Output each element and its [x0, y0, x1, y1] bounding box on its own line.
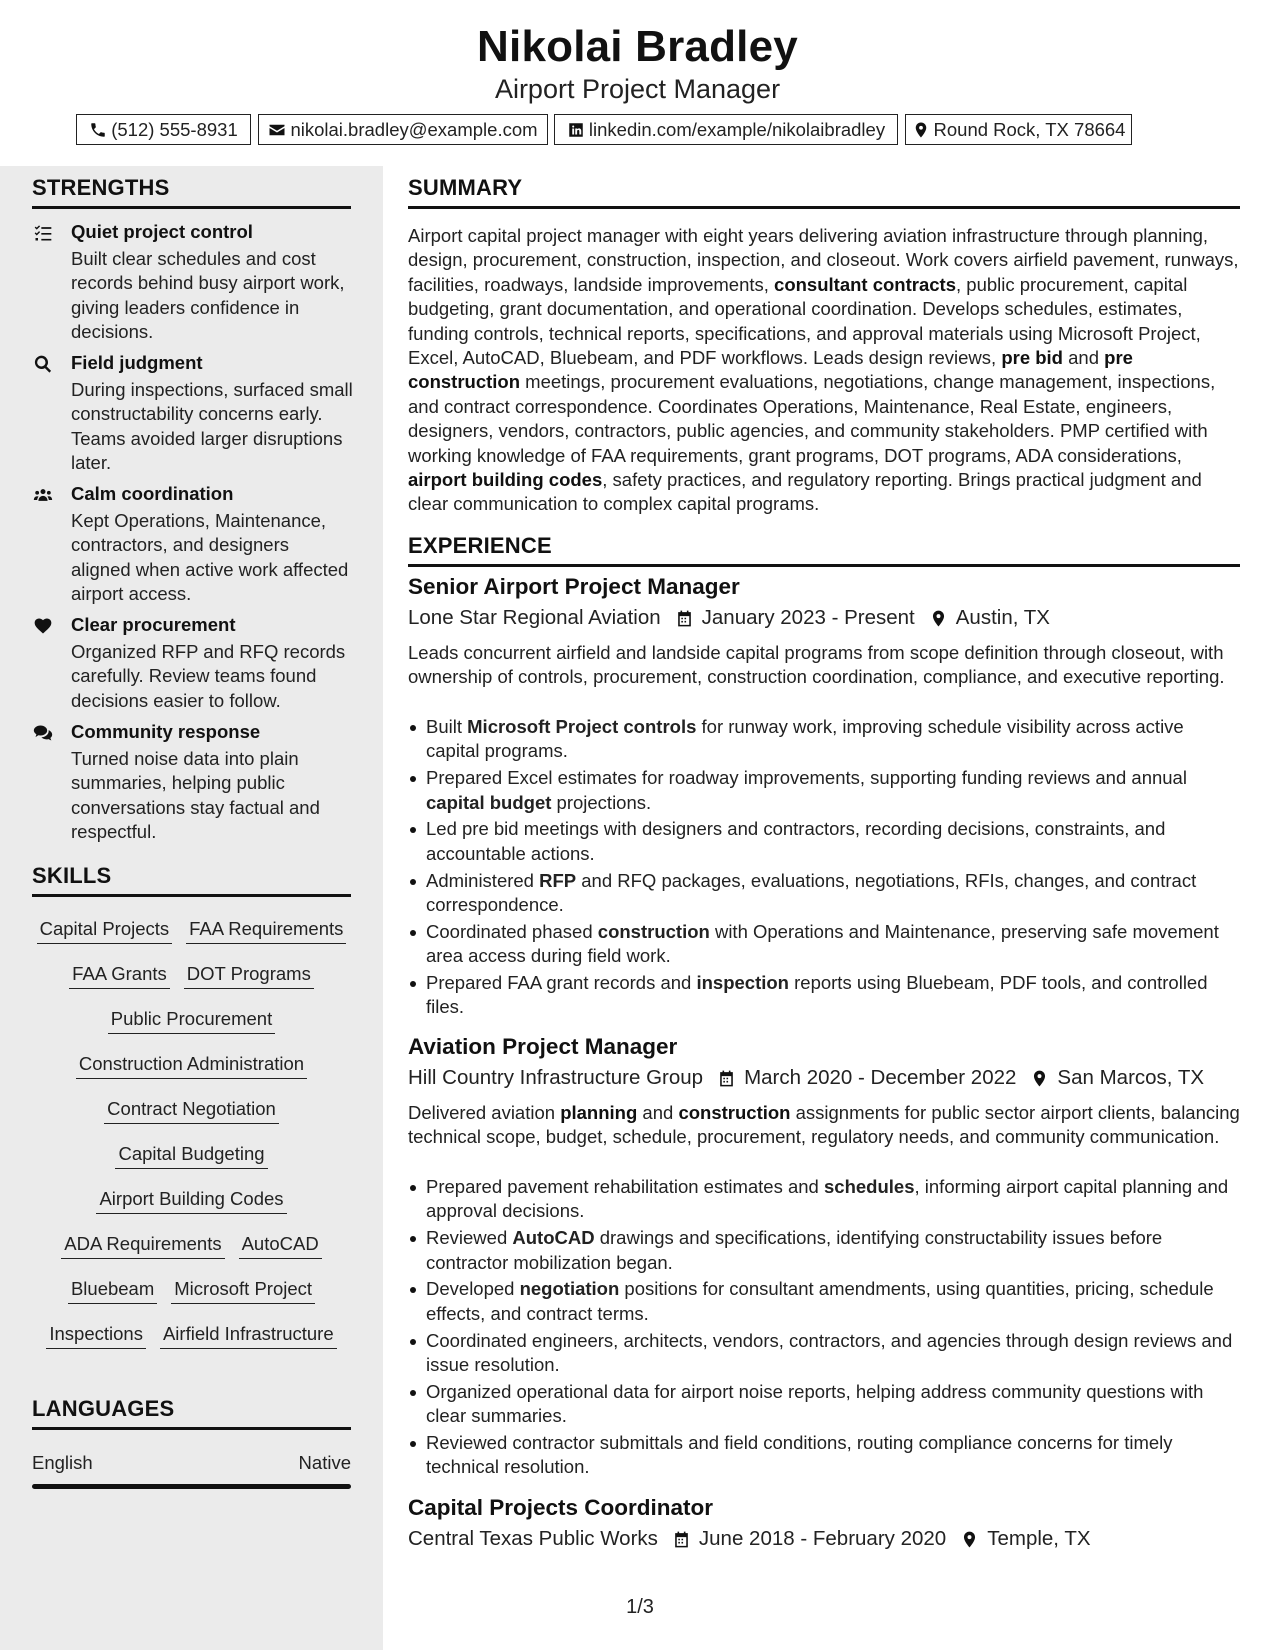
emphasis-text: planning: [560, 1102, 638, 1123]
text-run: , safety practices, and regulatory reporting. Brings practical judgment and clear communication to complex capital programs.: [408, 469, 1202, 515]
calendar-icon: [717, 1069, 736, 1088]
job-bullet: [408, 1329, 1240, 1378]
emphasis-text: inspection: [696, 972, 789, 994]
job-bullet: [408, 766, 1240, 815]
text-run: and: [1062, 347, 1105, 369]
skill-tag: FAA Requirements: [186, 918, 346, 944]
strength-desc: Organized RFP and RFQ records carefully. Review teams found decisions easier to follow.: [71, 641, 346, 711]
emphasis-text: pre construction: [408, 347, 1133, 393]
contact-email[interactable]: [258, 114, 548, 145]
linkedin-icon: [567, 121, 585, 139]
skills-section: [32, 863, 351, 897]
strengths-heading: STRENGTHS: [32, 175, 170, 200]
text-run: reports using Bluebeam, PDF tools, and controlled files.: [426, 972, 1208, 1018]
job-bullet: [408, 715, 1240, 764]
text-run: for runway work, improving schedule visibility across active capital programs.: [426, 716, 1184, 762]
calendar-icon: [675, 609, 694, 628]
job-bullet: [408, 1175, 1240, 1224]
search-icon: [32, 354, 54, 374]
section-divider: [32, 206, 351, 209]
emphasis-text: RFP: [539, 869, 577, 891]
text-run: Prepared FAA grant records and: [426, 972, 697, 994]
job-bullet: [408, 1431, 1240, 1480]
summary-text: [408, 224, 1240, 517]
skills-list: [32, 918, 351, 1368]
job-dates: March 2020 - December 2022: [744, 1066, 1017, 1089]
skills-heading: SKILLS: [32, 863, 112, 888]
phone-icon: [89, 121, 107, 139]
summary-heading: SUMMARY: [408, 175, 523, 200]
skill-tag: FAA Grants: [69, 963, 170, 989]
text-run: with Operations and Maintenance, preserving safe movement area access during field work.: [426, 920, 1219, 967]
skill-tag: ADA Requirements: [61, 1233, 224, 1259]
contact-bar: [0, 114, 1275, 145]
strength-title: Clear procurement: [71, 614, 236, 635]
job-location: Austin, TX: [955, 606, 1050, 629]
text-run: Developed: [426, 1278, 520, 1300]
location-pin-icon: [960, 1530, 979, 1549]
job-meta: [408, 606, 1050, 630]
skill-tag: Microsoft Project: [171, 1278, 315, 1304]
emphasis-text: Microsoft Project controls: [467, 716, 697, 737]
job-company: Central Texas Public Works: [408, 1527, 658, 1550]
text-run: Coordinated phased: [426, 920, 598, 942]
skill-tag: Public Procurement: [108, 1008, 275, 1034]
text-run: Airport capital project manager with eight years delivering aviation infrastructure through planning, design, procurement, construction, inspection, and closeout. Work covers airfield pavement, runways, facilities, roadways, landside improvements,: [408, 225, 1239, 295]
contact-linkedin-text: linkedin.com/example/nikolaibradley: [588, 118, 886, 140]
job-bullet: [408, 971, 1240, 1020]
job-bullet: [408, 1226, 1240, 1275]
language-item: [32, 1452, 351, 1492]
strengths-section: [32, 175, 351, 209]
contact-phone-text: (512) 555-8931: [111, 118, 238, 140]
text-run: Built: [426, 716, 468, 737]
skill-tag: AutoCAD: [239, 1233, 322, 1259]
location-pin-icon: [912, 121, 930, 139]
text-run: Reviewed: [426, 1227, 513, 1249]
heart-icon: [32, 616, 54, 636]
job-description: [408, 1101, 1240, 1150]
job-title: Aviation Project Manager: [408, 1034, 678, 1059]
emphasis-text: airport building codes: [408, 469, 603, 491]
job-bullet: [408, 920, 1240, 969]
job-location: Temple, TX: [987, 1527, 1091, 1550]
text-run: , informing airport capital planning and approval decisions.: [426, 1176, 1229, 1222]
resume-header: [0, 0, 1275, 166]
text-run: Prepared Excel estimates for roadway improvements, supporting funding reviews and annual: [426, 767, 1187, 789]
emphasis-text: construction: [597, 920, 710, 942]
contact-email-text: nikolai.bradley@example.com: [290, 118, 538, 140]
section-divider: [408, 564, 1240, 567]
job-meta: [408, 1066, 1204, 1090]
job-bullets: [408, 715, 1240, 1022]
job-company: Hill Country Infrastructure Group: [408, 1066, 704, 1089]
language-name: English: [32, 1452, 93, 1473]
emphasis-text: capital budget: [426, 791, 552, 813]
text-run: Organized operational data for airport noise reports, helping address community questions with clear summaries.: [426, 1380, 1204, 1427]
text-run: , public procurement, capital budgeting, grant documentation, and operational coordination. Develops schedules, estimates, funding controls, technical reports, specifications, and approval materials using Microsoft Project, Excel, AutoCAD, Bluebeam, and PDF workflows. Leads design reviews,: [408, 273, 1201, 369]
strength-desc: Kept Operations, Maintenance, contractors, and designers aligned when active work affected airport access.: [71, 510, 349, 605]
summary-section: [408, 175, 1240, 209]
comments-icon: [32, 723, 54, 743]
text-run: Delivered aviation: [408, 1102, 561, 1123]
experience-section: [408, 533, 1240, 567]
sidebar: [0, 166, 383, 1650]
job-bullet: [408, 869, 1240, 918]
job-bullets: [408, 1175, 1240, 1482]
text-run: Coordinated engineers, architects, vendors, contractors, and agencies through design reviews and issue resolution.: [426, 1329, 1233, 1376]
job-description: [408, 641, 1240, 690]
languages-section: [32, 1396, 351, 1430]
strength-title: Quiet project control: [71, 221, 253, 242]
text-run: Prepared pavement rehabilitation estimates and: [426, 1176, 824, 1197]
emphasis-text: schedules: [824, 1176, 915, 1197]
text-run: Leads concurrent airfield and landside capital programs from scope definition through closeout, with ownership of controls, procurement, construction coordination, compliance, and executive reporting.: [408, 642, 1225, 688]
emphasis-text: AutoCAD: [512, 1227, 595, 1249]
emphasis-text: construction: [678, 1102, 791, 1123]
skill-tag: Construction Administration: [76, 1053, 307, 1079]
page-number: 1/3: [626, 1596, 654, 1618]
envelope-icon: [268, 121, 286, 139]
strength-desc: During inspections, surfaced small constructability concerns early. Teams avoided larger disruptions later.: [71, 379, 353, 474]
contact-phone[interactable]: [76, 114, 251, 145]
strengths-list: [32, 221, 351, 841]
text-run: Reviewed contractor submittals and field conditions, routing compliance concerns for timely technical resolution.: [426, 1432, 1173, 1478]
emphasis-text: consultant contracts: [774, 273, 956, 295]
skill-tag: Airport Building Codes: [96, 1188, 286, 1214]
section-divider: [408, 206, 1240, 209]
job-meta: [408, 1527, 1091, 1551]
text-run: projections.: [551, 791, 652, 813]
emphasis-text: negotiation: [519, 1278, 620, 1300]
language-proficiency-bar: [32, 1484, 351, 1489]
location-pin-icon: [1030, 1069, 1049, 1088]
skill-tag: Inspections: [46, 1323, 146, 1349]
location-pin-icon: [929, 609, 948, 628]
text-run: and RFQ packages, evaluations, negotiations, RFIs, changes, and contract correspondence.: [426, 869, 1197, 916]
text-run: and: [637, 1102, 679, 1123]
calendar-icon: [672, 1530, 691, 1549]
job-bullet: [408, 1380, 1240, 1429]
checklist-icon: [32, 223, 54, 243]
text-run: drawings and specifications, identifying constructability issues before contractor mobilization began.: [426, 1227, 1163, 1273]
strength-title: Field judgment: [71, 352, 203, 373]
text-run: Led pre bid meetings with designers and contractors, recording decisions, constraints, and accountable actions.: [426, 818, 1166, 864]
job-title: Capital Projects Coordinator: [408, 1495, 714, 1520]
job-dates: January 2023 - Present: [701, 606, 915, 629]
job-company: Lone Star Regional Aviation: [408, 606, 661, 629]
strength-desc: Built clear schedules and cost records behind busy airport work, giving leaders confidence in decisions.: [71, 248, 345, 343]
skill-tag: Airfield Infrastructure: [160, 1323, 337, 1349]
experience-heading: EXPERIENCE: [408, 533, 552, 558]
skill-tag: Contract Negotiation: [104, 1098, 279, 1124]
job-title: Senior Airport Project Manager: [408, 574, 740, 599]
job-bullet: [408, 1277, 1240, 1326]
text-run: assignments for public sector airport clients, balancing technical scope, budget, schedule, procurement, regulatory needs, and community communication.: [408, 1102, 1240, 1148]
job-bullet: [408, 817, 1240, 866]
strength-title: Community response: [71, 721, 261, 742]
text-run: positions for consultant amendments, using quantities, pricing, schedule effects, and contract terms.: [426, 1278, 1214, 1324]
languages-heading: LANGUAGES: [32, 1396, 175, 1421]
emphasis-text: pre bid: [1001, 347, 1063, 369]
job-dates: June 2018 - February 2020: [698, 1527, 947, 1550]
text-run: meetings, procurement evaluations, negotiations, change management, inspections, and contract correspondence. Coordinates Operations, Maintenance, Real Estate, engineers, designers, vendors, contractors, public agencies, and community stakeholders. PMP certified with working knowledge of FAA requirements, grant programs, DOT programs, ADA considerations,: [408, 371, 1216, 466]
section-divider: [32, 894, 351, 897]
contact-linkedin[interactable]: [554, 114, 898, 145]
contact-location-text: Round Rock, TX 78664: [933, 118, 1126, 140]
candidate-title: Airport Project Manager: [494, 74, 781, 104]
skill-tag: Capital Budgeting: [115, 1143, 267, 1169]
strength-desc: Turned noise data into plain summaries, helping public conversations stay factual and respectful.: [71, 748, 320, 843]
text-run: Administered: [426, 869, 540, 891]
job-location: San Marcos, TX: [1057, 1066, 1205, 1089]
users-icon: [32, 485, 54, 505]
section-divider: [32, 1427, 351, 1430]
language-level: Native: [298, 1452, 351, 1473]
contact-location: [905, 114, 1132, 145]
skill-tag: DOT Programs: [184, 963, 314, 989]
skill-tag: Bluebeam: [68, 1278, 157, 1304]
candidate-name: Nikolai Bradley: [477, 22, 798, 71]
skill-tag: Capital Projects: [37, 918, 173, 944]
strength-title: Calm coordination: [71, 483, 234, 504]
